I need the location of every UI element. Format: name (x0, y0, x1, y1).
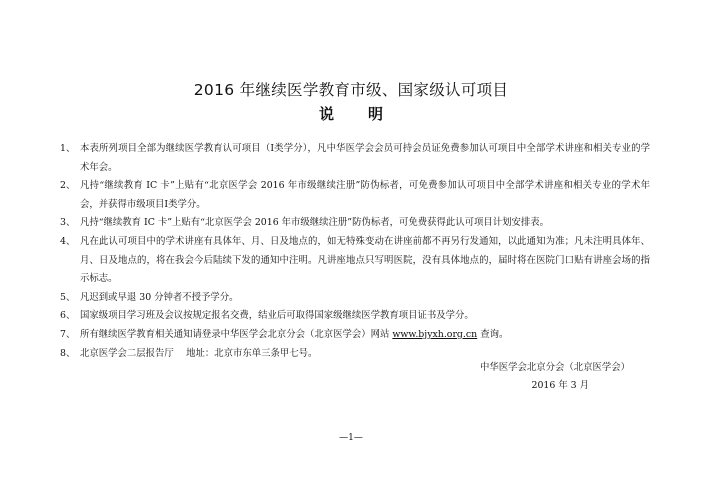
document-subtitle (0, 103, 702, 124)
note-text: 凡迟到或早退 30 分钟者不授予学分。 (80, 291, 239, 303)
website-link[interactable]: www.bjyxh.org.cn (392, 328, 478, 340)
note-text: 凡持“继续教育 IC 卡”上贴有“北京医学会 2016 年市级继续注册”防伪标者，可免费参加认可项目中全部学术讲座和相关专业的学术年会，并获得市级项目Ⅰ类学分。 (80, 180, 650, 210)
note-text: 国家级项目学习班及会议按规定报名交费，结业后可取得国家级继续医学教育项目证书及学分。 (80, 310, 474, 322)
note-item-3 (60, 214, 650, 233)
note-item-6 (60, 307, 650, 326)
note-text-before-link: 所有继续医学教育相关通知请登录中华医学会北京分会（北京医学会）网站 (80, 328, 393, 340)
note-number: 3、 (60, 217, 76, 229)
note-number: 4、 (60, 235, 76, 247)
signature-date: 2016 年 3 月 (531, 380, 589, 391)
signature-organization: 中华医学会北京分会（北京医学会） (479, 362, 630, 373)
page-number: —1— (339, 433, 363, 443)
subtitle-char-2: 明 (368, 105, 384, 123)
notes-list (60, 140, 650, 363)
note-item-5 (60, 289, 650, 308)
note-text: 本表所列项目全部为继续医学教育认可项目（Ⅰ类学分），凡中华医学会会员可持会员证免费参加认可项目中全部学术讲座和相关专业的学术年会。 (80, 143, 650, 173)
note-text-after-link: 查询。 (477, 328, 509, 340)
note-text: 凡在此认可项目中的学术讲座有具体年、月、日及地点的，如无特殊变动在讲座前都不再另行发通知，以此通知为准；凡未注明具体年、月、日及地点的，将在我会今后陆续下发的通知中注明。凡讲座地点只写明医院，没有具体地点的，届时将在医院门口贴有讲座会场的指示标志。 (80, 235, 650, 285)
note-number: 1、 (60, 143, 76, 154)
document-title: 2016 年继续医学教育市级、国家级认可项目 (193, 81, 509, 99)
note-number: 6、 (60, 310, 76, 322)
note-number: 7、 (60, 328, 76, 340)
subtitle-char-1: 说 (318, 105, 334, 123)
note-item-7 (60, 326, 650, 345)
note-item-4 (60, 233, 650, 289)
note-item-1 (60, 140, 650, 177)
note-number: 8、 (60, 347, 76, 359)
note-text: 凡持“继续教育 IC 卡”上贴有“北京医学会 2016 年市级继续注册”防伪标者，可免费获得此认可项目计划安排表。 (80, 217, 549, 229)
note-number: 5、 (60, 291, 76, 303)
note-item-2 (60, 177, 650, 214)
note-text: 北京医学会二层报告厅 地址：北京市东单三条甲七号。 (80, 347, 318, 359)
note-number: 2、 (60, 180, 76, 192)
